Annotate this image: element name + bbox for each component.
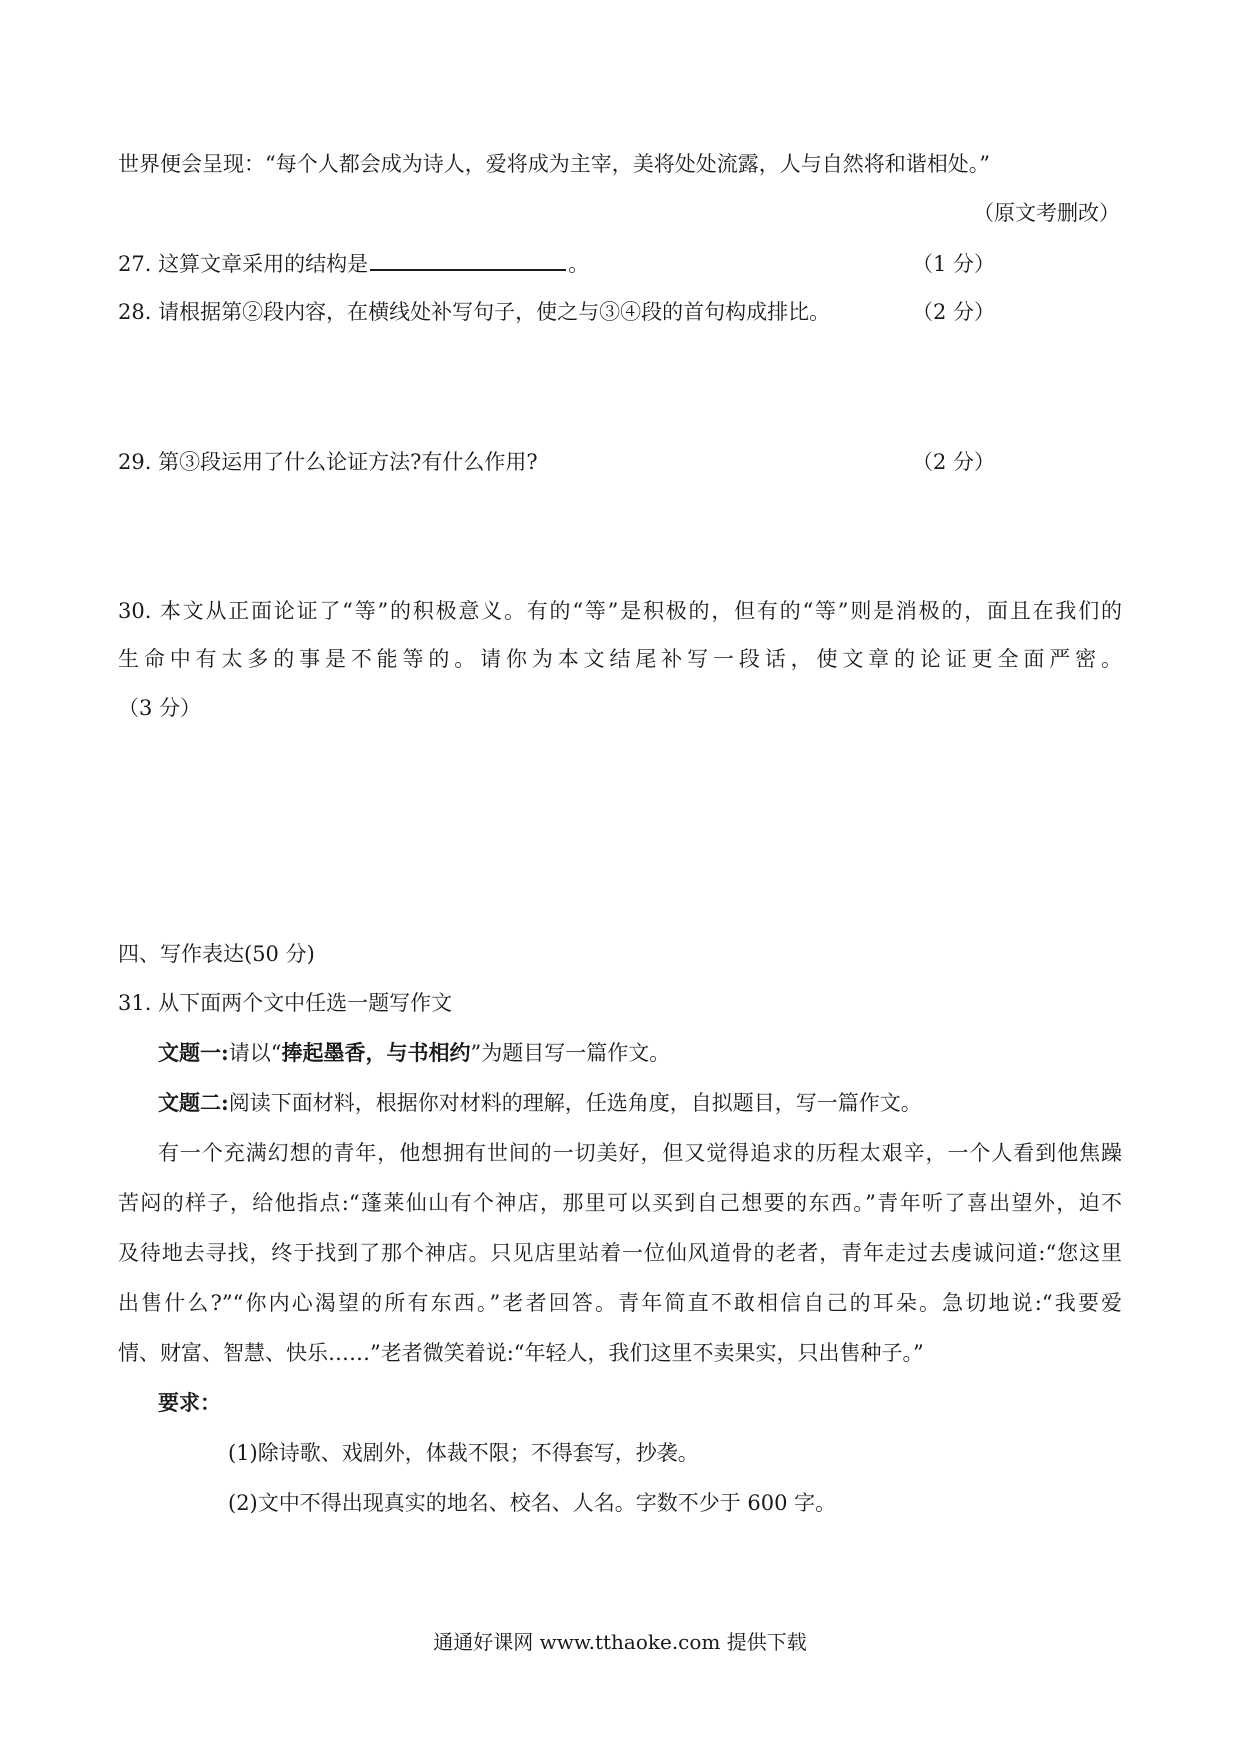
section-title: 四、写作表达(50 分) [118,942,315,966]
topic-two [158,1087,922,1117]
requirement-2: (2)文中不得出现真实的地名、校名、人名。字数不少于 600 字。 [228,1491,837,1515]
requirement-1: (1)除诗歌、戏剧外，体裁不限；不得套写，抄袭。 [228,1441,699,1465]
question-27 [118,248,589,278]
material-line-3: 及待地去寻找，终于找到了那个神店。只见店里站着一位仙风道骨的老者，青年走过去虔诚问道:“您这里 [118,1241,1122,1265]
question-29-score: （2 分） [912,450,996,474]
material-line-4: 出售什么?”“你内心渴望的所有东西。”老者回答。青年简直不敢相信自己的耳朵。急切地说:“我要爱 [118,1291,1122,1315]
question-27-text: 27. 这算文章采用的结构是 [118,252,369,276]
topic-one-label: 文题一: [158,1040,229,1065]
material-line-5: 情、财富、智慧、快乐……”老者微笑着说:“年轻人，我们这里不卖果实，只出售种子。” [118,1341,924,1365]
topic-two-text: 阅读下面材料，根据你对材料的理解，任选角度，自拟题目，写一篇作文。 [228,1091,922,1115]
requirements-label-text: 要求： [158,1390,221,1415]
question-28-score: （2 分） [912,300,996,324]
material-line-2: 苦闷的样子，给他指点:“蓬莱仙山有个神店，那里可以买到自己想要的东西。”青年听了喜出望外，迫不 [118,1191,1122,1215]
requirements-label [158,1387,221,1417]
topic-one-pre: 请以“ [228,1041,282,1065]
question-30-line-1: 30. 本文从正面论证了“等”的积极意义。有的“等”是积极的，但有的“等”则是消极的，面且在我们的 [118,599,1122,623]
material-line-1: 有一个充满幻想的青年，他想拥有世间的一切美好，但又觉得追求的历程太艰辛，一个人看到他焦躁 [158,1141,1122,1165]
question-31: 31. 从下面两个文中任选一题写作文 [118,991,453,1015]
page-footer: 通通好课网 www.tthaoke.com 提供下载 [433,1630,807,1654]
question-27-score: （1 分） [912,252,996,276]
question-29: 29. 第③段运用了什么论证方法?有什么作用? [118,450,538,474]
topic-two-label: 文题二: [158,1090,229,1115]
topic-one-post: ”为题目写一篇作文。 [470,1041,671,1065]
source-note: （原文考删改） [973,201,1120,225]
continuation-line: 世界便会呈现：“每个人都会成为诗人，爱将成为主宰，美将处处流露，人与自然将和谐相处。” [118,152,990,176]
question-28: 28. 请根据第②段内容，在横线处补写句子，使之与③④段的首句构成排比。 [118,300,831,324]
question-30-score: （3 分） [118,696,202,720]
answer-blank [370,251,566,271]
question-30-line-2: 生命中有太多的事是不能等的。请你为本文结尾补写一段话，使文章的论证更全面严密。 [118,647,1122,671]
topic-one-title: 捧起墨香，与书相约 [281,1040,471,1065]
topic-one [158,1037,670,1067]
question-27-end: 。 [568,252,590,276]
